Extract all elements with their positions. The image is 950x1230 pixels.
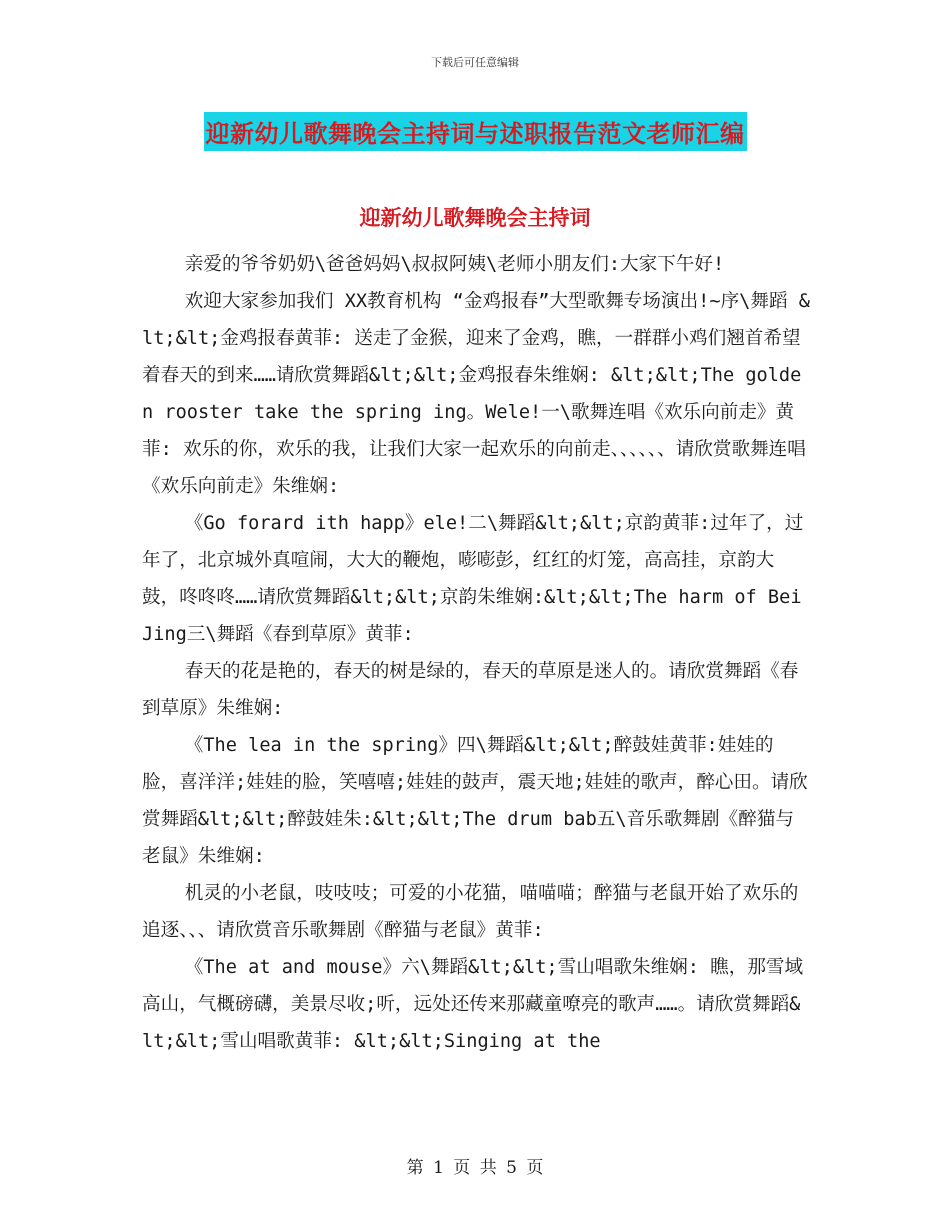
paragraph-act-three: 春天的花是艳的，春天的树是绿的，春天的草原是迷人的。请欣赏舞蹈《春到草原》朱维娴: xyxy=(142,661,799,719)
paragraph-welcome: 欢迎大家参加我们 XX教育机构 “金鸡报春”大型歌舞专场演出!~序\舞蹈 &lt;&lt;金鸡报春黄菲: 送走了金猴，迎来了金鸡，瞧，一群群小鸡们翘首希望着春天的到来……请欣赏舞蹈&lt;&lt;金鸡报春朱维娴: &lt;&lt;The golden rooster take the spring ing。Wele!一\歌舞连唱《欢乐向前走》黄菲: 欢乐的你，欢乐的我，让我们大家一起欢乐的向前走、、、、、、请欣赏歌舞连唱《欢乐向前走》朱维娴: xyxy=(142,291,810,497)
document-title: 迎新幼儿歌舞晚会主持词与述职报告范文老师汇编 xyxy=(204,112,747,151)
paragraph-greeting: 亲爱的爷爷奶奶\爸爸妈妈\叔叔阿姨\老师小朋友们:大家下午好! xyxy=(184,254,725,275)
document-title-container xyxy=(0,112,950,151)
paragraph-act-two: 《Go forard ith happ》ele!二\舞蹈&lt;&lt;京韵黄菲:过年了，过年了，北京城外真喧闹，大大的鞭炮，嘭嘭彭，红红的灯笼，高高挂，京韵大鼓，咚咚咚……请欣赏舞蹈&lt;&lt;京韵朱维娴:&lt;&lt;The harm of Bei Jing三\舞蹈《春到草原》黄菲: xyxy=(142,513,804,645)
page-header-note: 下载后可任意编辑 xyxy=(431,56,519,69)
document-body xyxy=(142,246,810,1060)
paragraph-act-five: 机灵的小老鼠，吱吱吱；可爱的小花猫，喵喵喵；醉猫与老鼠开始了欢乐的追逐、、、请欣赏音乐歌舞剧《醉猫与老鼠》黄菲: xyxy=(142,883,799,941)
section-title: 迎新幼儿歌舞晚会主持词 xyxy=(359,205,591,230)
page-number-footer: 第 1 页 共 5 页 xyxy=(406,1158,544,1178)
paragraph-act-six: 《The at and mouse》六\舞蹈&lt;&lt;雪山唱歌朱维娴: 瞧，那雪域高山，气概磅礴，美景尽收;听，远处还传来那藏童嘹亮的歌声……。请欣赏舞蹈&lt;&lt;雪山唱歌黄菲: &lt;&lt;Singing at the xyxy=(142,957,804,1052)
paragraph-act-four: 《The lea in the spring》四\舞蹈&lt;&lt;醉鼓娃黄菲:娃娃的脸，喜洋洋;娃娃的脸，笑嘻嘻;娃娃的鼓声，震天地;娃娃的歌声，醉心田。请欣赏舞蹈&lt;&lt;醉鼓娃朱:&lt;&lt;The drum bab五\音乐歌舞剧《醉猫与老鼠》朱维娴: xyxy=(142,735,808,867)
